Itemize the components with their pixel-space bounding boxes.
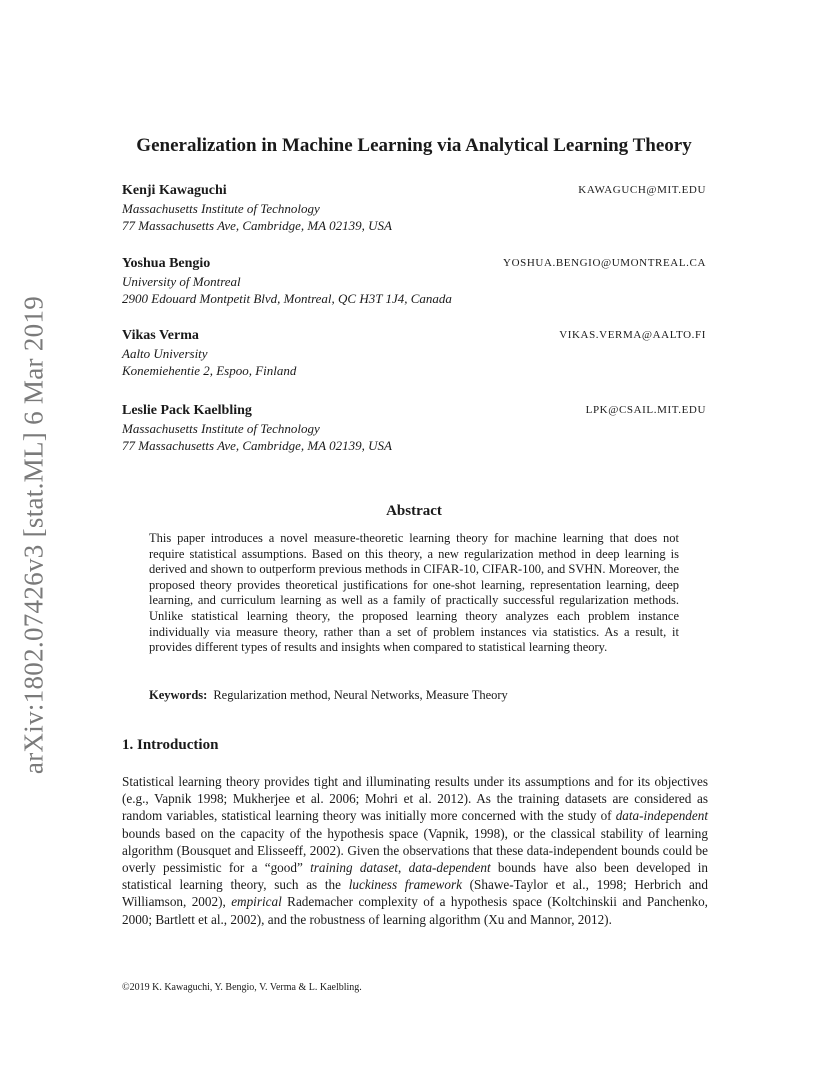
intro-text: ,	[398, 860, 409, 876]
author-block-2	[122, 255, 706, 307]
intro-text: bounds have also been developed in statistical learning theory, such as the	[122, 860, 708, 893]
paper-title: Generalization in Machine Learning via Analytical Learning Theory	[136, 135, 692, 156]
intro-emphasis: training dataset	[310, 860, 398, 876]
abstract-text: This paper introduces a novel measure-theoretic learning theory for machine learning that does not require statistical assumptions. Based on this theory, a new regularization method in deep learning is derived and shown to outperform previous methods in CIFAR-10, CIFAR-100, and SVHN. Moreover, the proposed theory provides theoretical justifications for one-shot learning, representation learning, deep learning, and curriculum learning as well as a family of practically successful regularization methods. Unlike statistical learning theory, the proposed learning theory analyzes each problem instance individually via measure theory, rather than a set of problem instances via statistics. As a result, it provides different types of results and insights when compared to statistical learning theory.	[149, 531, 679, 655]
author-name: Vikas Verma	[122, 328, 199, 343]
keywords-label: Keywords:	[149, 688, 208, 702]
intro-text: Statistical learning theory provides tight and illuminating results under its assumptions and for its objectives (e.g., Vapnik 1998; Mukherjee et al. 2006; Mohri et al. 2012). As the training datasets are considered as random variables, statistical learning theory was initially more concerned with the study of	[122, 774, 708, 824]
keywords	[149, 688, 679, 703]
author-block-4	[122, 402, 706, 454]
intro-text: Rademacher complexity of a hypothesis space (Koltchinskii and Panchenko, 2000; Bartlett et al., 2002), and the robustness of learning algorithm (Xu and Mannor, 2012).	[122, 894, 708, 927]
author-email[interactable]: LPK@CSAIL.MIT.EDU	[585, 404, 706, 416]
intro-emphasis: luckiness framework	[348, 877, 462, 893]
author-address: Konemiehentie 2, Espoo, Finland	[122, 363, 297, 378]
keywords-list: Regularization method, Neural Networks, Measure Theory	[213, 688, 508, 702]
copyright-footer: ©2019 K. Kawaguchi, Y. Bengio, V. Verma & L. Kaelbling.	[122, 982, 362, 993]
author-address: 77 Massachusetts Ave, Cambridge, MA 02139, USA	[122, 438, 392, 453]
author-affiliation: Massachusetts Institute of Technology	[122, 421, 320, 436]
author-email[interactable]: VIKAS.VERMA@AALTO.FI	[559, 329, 706, 341]
author-name: Leslie Pack Kaelbling	[122, 403, 252, 418]
intro-text: bounds based on the capacity of the hypothesis space (Vapnik, 1998), or the classical stability of learning algorithm (Bousquet and Elisseeff, 2002). Given the observations that these data-independent bounds could be overly pessimistic for a “good”	[122, 825, 708, 876]
intro-emphasis: data-independent	[615, 808, 708, 824]
author-affiliation: Massachusetts Institute of Technology	[122, 201, 320, 216]
author-affiliation: Aalto University	[122, 346, 208, 361]
author-affiliation: University of Montreal	[122, 274, 241, 289]
author-name: Kenji Kawaguchi	[122, 183, 227, 198]
author-address: 2900 Edouard Montpetit Blvd, Montreal, QC H3T 1J4, Canada	[122, 291, 452, 306]
arxiv-identifier: arXiv:1802.07426v3 [stat.ML] 6 Mar 2019	[18, 295, 49, 775]
author-email[interactable]: KAWAGUCH@MIT.EDU	[578, 184, 706, 196]
section-heading: 1. Introduction	[122, 737, 219, 753]
intro-paragraph	[122, 773, 708, 928]
intro-emphasis: empirical	[231, 894, 282, 910]
intro-emphasis: data-dependent	[408, 860, 491, 876]
author-name: Yoshua Bengio	[122, 256, 211, 271]
author-block-1	[122, 182, 706, 234]
author-block-3	[122, 327, 706, 379]
abstract-heading: Abstract	[386, 503, 442, 519]
author-email[interactable]: YOSHUA.BENGIO@UMONTREAL.CA	[503, 257, 706, 269]
author-address: 77 Massachusetts Ave, Cambridge, MA 02139, USA	[122, 218, 392, 233]
intro-text: (Shawe-Taylor et al., 1998; Herbrich and Williamson, 2002),	[122, 877, 708, 910]
